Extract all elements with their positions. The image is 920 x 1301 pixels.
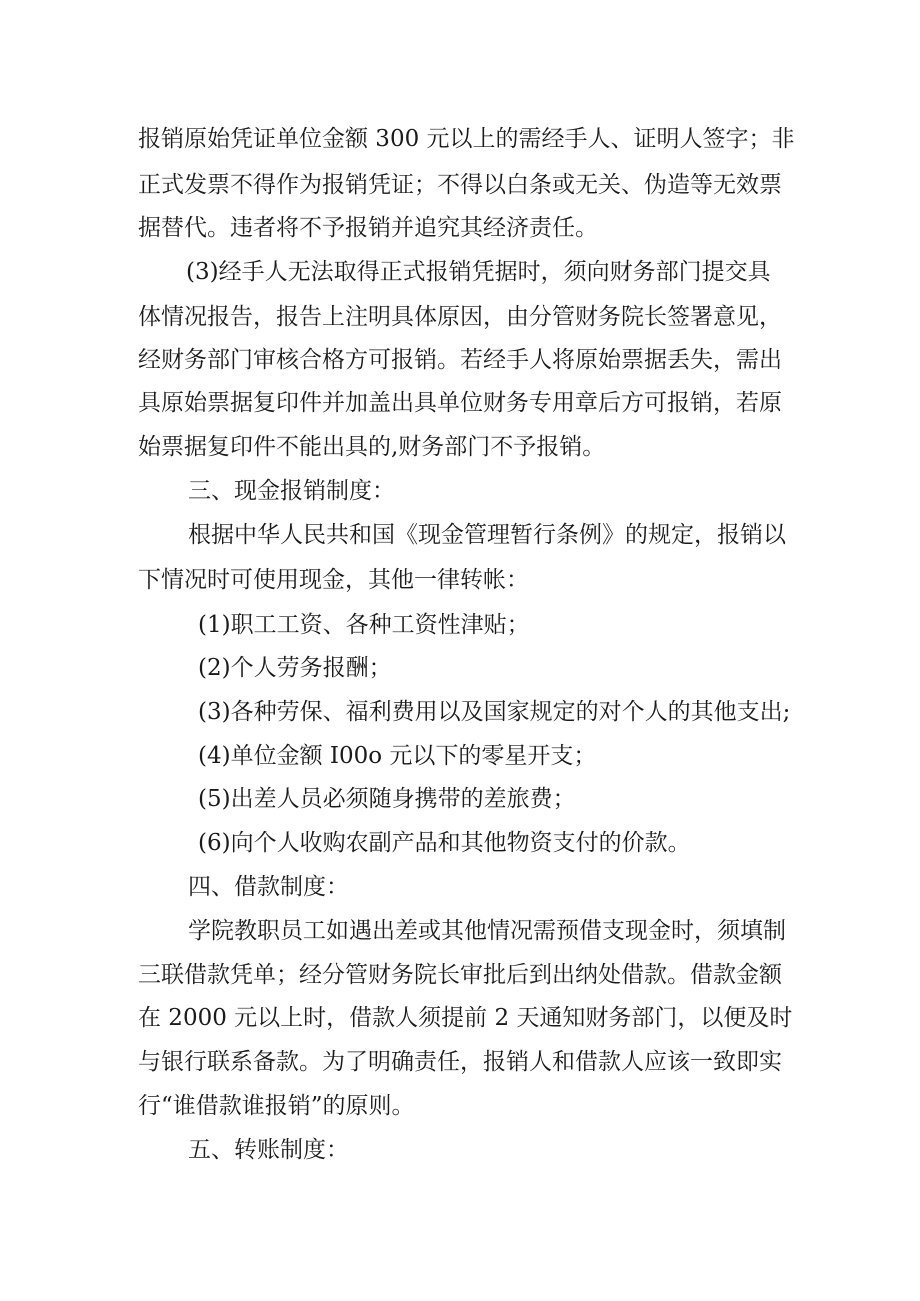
list-item: (6)向个人收购农副产品和其他物资支付的价款。 [198, 830, 691, 856]
list-item-3-line: (3)经手人无法取得正式报销凭据时，须向财务部门提交具 [186, 259, 771, 285]
list-item: (1)职工工资、各种工资性津贴； [198, 612, 530, 638]
body-text-line: 据替代。违者将不予报销并追究其经济责任。 [138, 215, 598, 241]
body-text-line: 三联借款凭单；经分管财务院长审批后到出纳处借款。借款金额 [138, 962, 782, 988]
list-item: (2)个人劳务报酬； [198, 655, 392, 681]
body-text-line: 正式发票不得作为报销凭证；不得以白条或无关、伪造等无效票 [138, 172, 782, 198]
list-item: (4)单位金额 I00o 元以下的零星开支； [198, 743, 597, 769]
section-heading-loan: 四、借款制度： [188, 874, 349, 900]
body-text-line: 报销原始凭证单位金额 300 元以上的需经手人、证明人签字；非 [138, 126, 795, 152]
body-text-line: 始票据复印件不能出具的,财务部门不予报销。 [138, 434, 606, 460]
body-text-line: 学院教职员工如遇出差或其他情况需预借支现金时，须填制 [188, 918, 786, 944]
section-heading-transfer: 五、转账制度： [188, 1137, 349, 1163]
list-item: (3)各种劳保、福利费用以及国家规定的对个人的其他支出; [198, 699, 791, 725]
body-text-line: 体情况报告，报告上注明具体原因，由分管财务院长签署意见， [138, 304, 782, 330]
body-text-line: 与银行联系备款。为了明确责任，报销人和借款人应该一致即实 [138, 1049, 782, 1075]
body-text-line: 根据中华人民共和国《现金管理暂行条例》的规定，报销以 [188, 522, 786, 548]
list-item: (5)出差人员必须随身携带的差旅费； [198, 786, 576, 812]
body-text-line: 行“谁借款谁报销”的原则。 [138, 1093, 415, 1119]
body-text-line: 下情况时可使用现金，其他一律转帐： [138, 567, 529, 593]
body-text-line: 在 2000 元以上时，借款人须提前 2 天通知财务部门，以便及时 [138, 1005, 793, 1031]
section-heading-cash: 三、现金报销制度： [188, 478, 395, 504]
body-text-line: 具原始票据复印件并加盖出具单位财务专用章后方可报销，若原 [138, 390, 782, 416]
body-text-line: 经财务部门审核合格方可报销。若经手人将原始票据丢失，需出 [138, 347, 782, 373]
